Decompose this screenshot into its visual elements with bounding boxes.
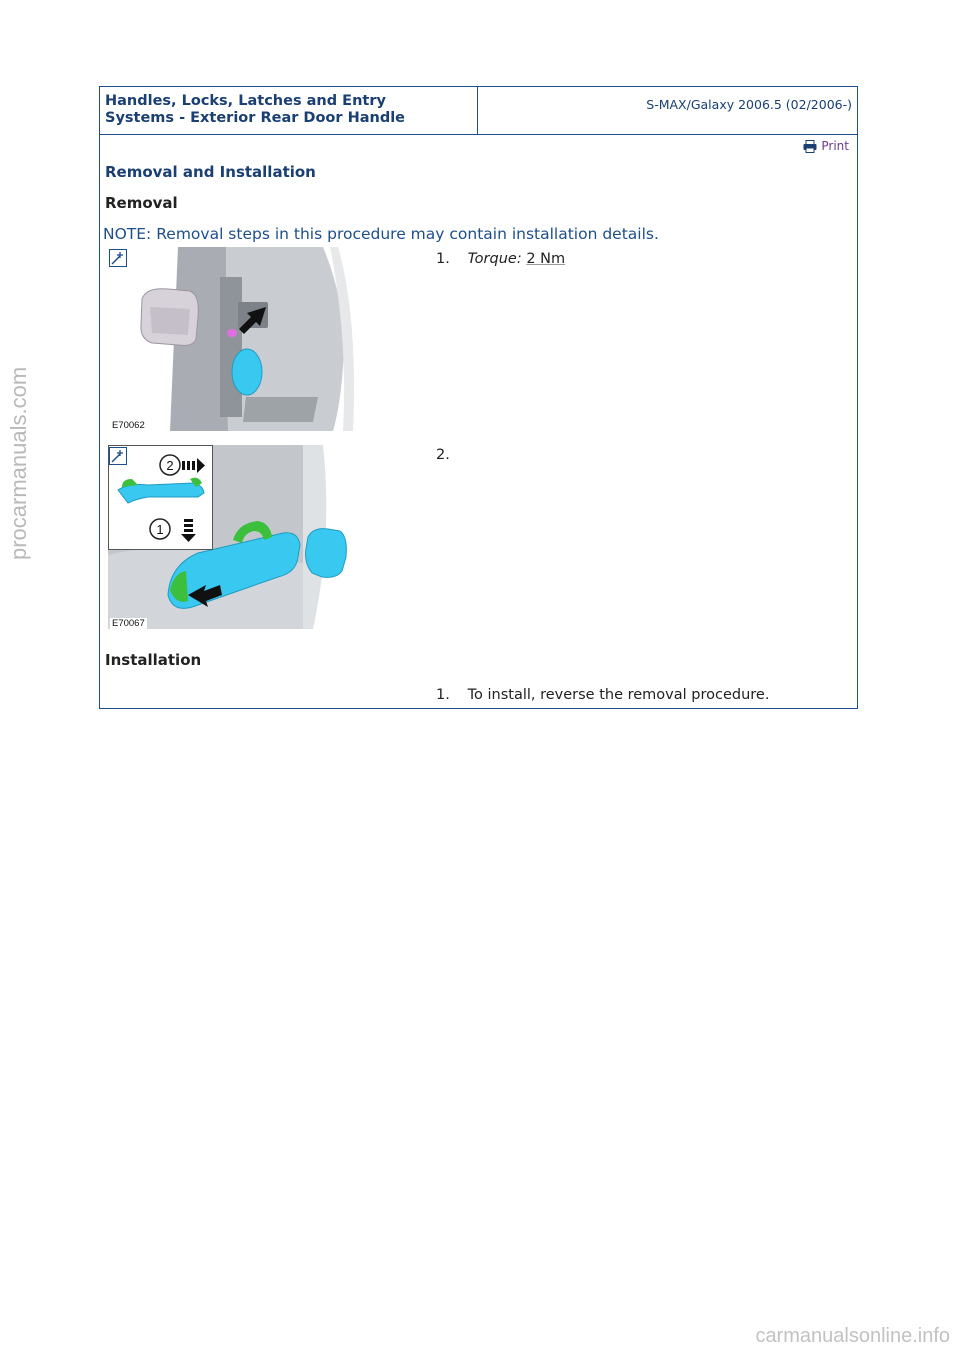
step-text: To install, reverse the removal procedure. — [467, 687, 770, 703]
side-watermark: procarmanuals.com — [6, 366, 31, 560]
page-title-line-1: Handles, Locks, Latches and Entry — [105, 93, 386, 109]
figure-code: E70067 — [112, 618, 145, 629]
torque-label: Torque: — [467, 251, 522, 267]
torque-value-link[interactable]: 2 Nm — [526, 251, 566, 267]
figure-e70067[interactable] — [108, 445, 356, 629]
callout-1: 1 — [156, 522, 164, 537]
removal-step-2 — [436, 447, 463, 463]
step-number: 1. — [436, 687, 450, 703]
page-title-line-2: Systems - Exterior Rear Door Handle — [105, 110, 406, 126]
zoom-in-icon[interactable] — [109, 249, 127, 267]
bottom-watermark: carmanualsonline.info — [755, 1325, 950, 1347]
step-number: 1. — [436, 251, 450, 267]
figure-code: E70062 — [112, 420, 145, 431]
print-button[interactable] — [803, 139, 849, 153]
callout-2: 2 — [166, 458, 174, 473]
removal-heading: Removal — [105, 194, 178, 212]
vehicle-model-label: S-MAX/Galaxy 2006.5 (02/2006-) — [646, 97, 852, 112]
installation-step-1 — [436, 687, 769, 703]
printer-icon — [803, 140, 817, 153]
removal-step-1 — [436, 251, 565, 267]
print-label: Print — [821, 139, 849, 153]
document-frame — [99, 86, 858, 709]
section-title: Removal and Installation — [105, 163, 316, 181]
removal-note: NOTE: Removal steps in this procedure may contain installation details. — [103, 225, 659, 243]
document-header — [100, 87, 857, 135]
installation-heading: Installation — [105, 651, 202, 669]
zoom-in-icon[interactable] — [109, 447, 127, 465]
step-number: 2. — [436, 447, 450, 463]
door-handle-illustration — [108, 445, 356, 629]
page-title — [100, 87, 478, 134]
figure-e70062[interactable] — [108, 247, 356, 431]
door-pillar-illustration — [108, 247, 356, 431]
